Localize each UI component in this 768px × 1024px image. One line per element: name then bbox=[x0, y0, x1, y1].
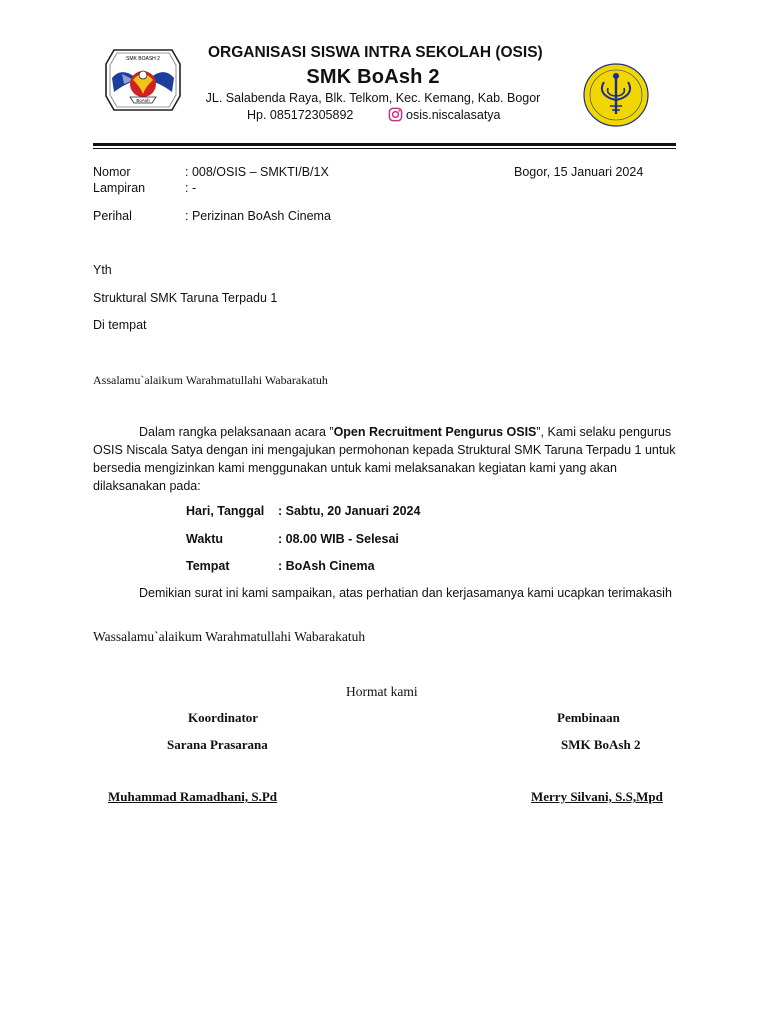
closing-text: Demikian surat ini kami sampaikan, atas perhatian dan kerjasamanya kami ucapkan terimakasih bbox=[139, 586, 672, 600]
detail-place-value: : BoAsh Cinema bbox=[278, 559, 375, 573]
perihal-value: : Perizinan BoAsh Cinema bbox=[185, 209, 331, 223]
osis-emblem-icon bbox=[582, 62, 650, 128]
right-signer-name: Merry Silvani, S.S,Mpd bbox=[531, 789, 663, 804]
school-address: JL. Salabenda Raya, Blk. Telkom, Kec. Kemang, Kab. Bogor bbox=[205, 91, 541, 105]
recipient-name: Struktural SMK Taruna Terpadu 1 bbox=[93, 291, 278, 305]
closing-paragraph bbox=[93, 585, 676, 602]
lampiran-value: : - bbox=[185, 181, 197, 195]
detail-place-label: Tempat bbox=[186, 559, 230, 573]
detail-date-value: : Sabtu, 20 Januari 2024 bbox=[278, 504, 421, 518]
nomor-value: : 008/OSIS – SMKTI/B/1X bbox=[185, 165, 329, 179]
instagram-handle: osis.niscalasatya bbox=[406, 108, 501, 122]
organization-title: ORGANISASI SISWA INTRA SEKOLAH (OSIS) bbox=[208, 44, 543, 61]
detail-time-label: Waktu bbox=[186, 532, 224, 546]
closing-greeting: Wassalamu`alaikum Warahmatullahi Wabarakatuh bbox=[93, 629, 366, 644]
hormat-kami: Hormat kami bbox=[346, 684, 418, 699]
header-divider-thick bbox=[93, 143, 676, 146]
school-emblem-icon bbox=[100, 44, 186, 116]
perihal-label: Perihal bbox=[93, 209, 132, 223]
event-name: Open Recruitment Pengurus OSIS bbox=[333, 425, 537, 439]
left-signer-name: Muhammad Ramadhani, S.Pd bbox=[108, 789, 278, 804]
right-signer-title-1: Pembinaan bbox=[557, 710, 620, 725]
body-text-before: Dalam rangka pelaksanaan acara ” bbox=[139, 425, 334, 439]
recipient-place: Di tempat bbox=[93, 318, 147, 332]
school-phone: Hp. 085172305892 bbox=[247, 108, 354, 122]
emblem-top-text: SMK BOASH 2 bbox=[126, 56, 160, 62]
left-signer-title-1: Koordinator bbox=[188, 710, 259, 725]
nomor-label: Nomor bbox=[93, 165, 131, 179]
left-signer-title-2: Sarana Prasarana bbox=[167, 737, 268, 752]
right-signer-title-2: SMK BoAsh 2 bbox=[561, 737, 641, 752]
school-name: SMK BoAsh 2 bbox=[306, 66, 440, 88]
emblem-bottom-text: BoAsh bbox=[136, 98, 150, 103]
body-paragraph bbox=[93, 423, 676, 495]
instagram-icon bbox=[388, 107, 403, 122]
detail-time-value: : 08.00 WIB - Selesai bbox=[278, 532, 399, 546]
header-divider-thin bbox=[93, 148, 676, 149]
opening-greeting: Assalamu`alaikum Warahmatullahi Wabarakatuh bbox=[93, 373, 328, 387]
body-text-after: ”, Kami selaku pengurus OSIS Niscala Satya dengan ini mengajukan permohonan kepada Struktural SMK Taruna Terpadu 1 untuk bersedia mengizinkan kami menggunakan untuk kami melaksanakan kegiatan kami yang akan dilaksanakan pada: bbox=[93, 425, 676, 493]
lampiran-label: Lampiran bbox=[93, 181, 146, 195]
letter-date: Bogor, 15 Januari 2024 bbox=[514, 165, 644, 179]
recipient-yth: Yth bbox=[93, 263, 112, 277]
detail-date-label: Hari, Tanggal bbox=[186, 504, 265, 518]
